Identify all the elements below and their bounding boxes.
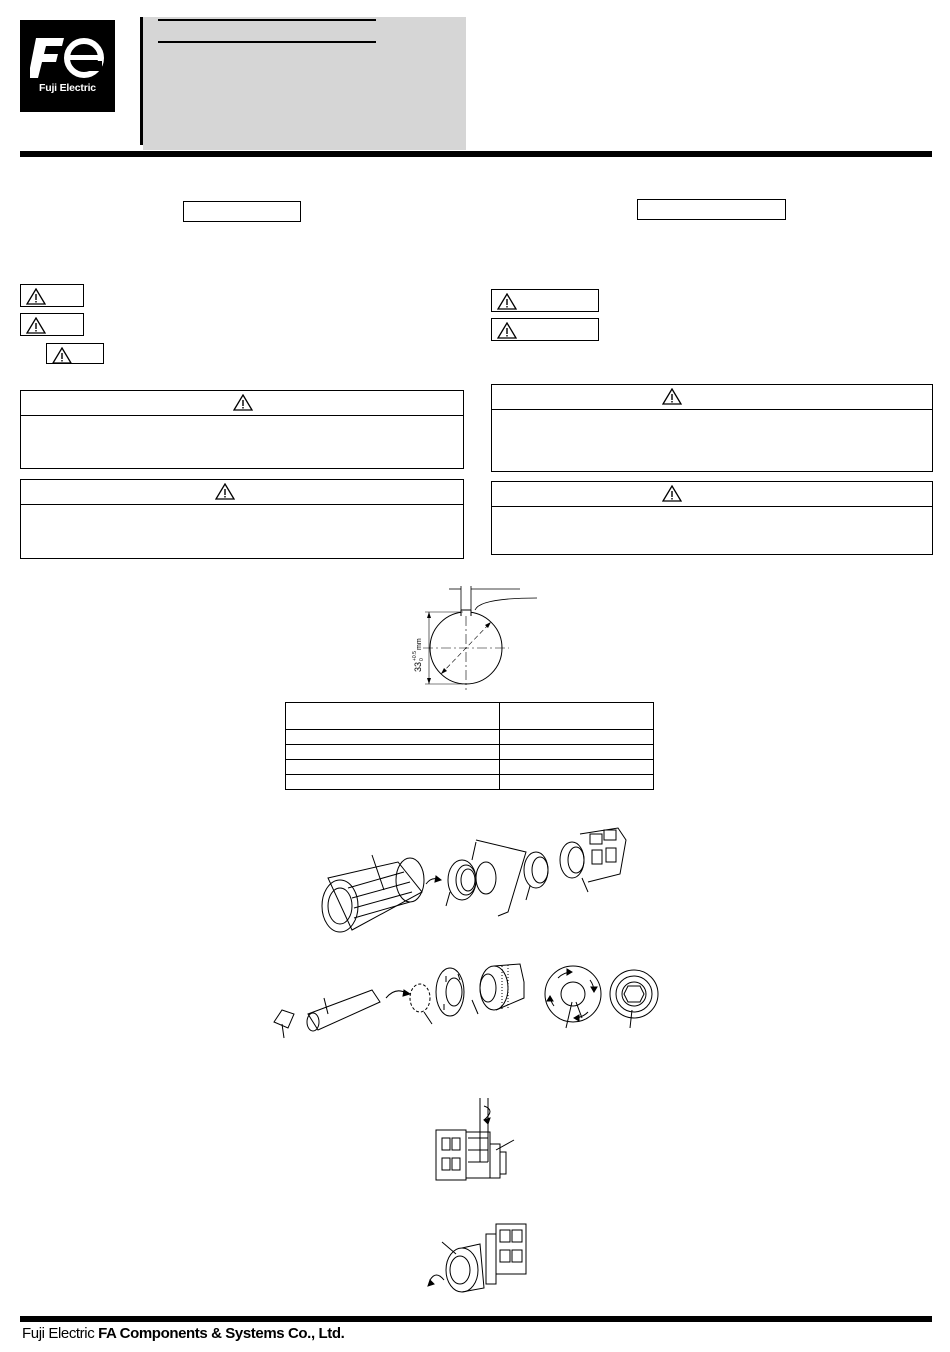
header-rule-top	[158, 19, 376, 21]
switch-side-view	[436, 1130, 506, 1180]
cutout-dimension-unit: mm	[416, 638, 423, 650]
left-caution-box-header	[21, 480, 463, 505]
warning-triangle-icon	[26, 317, 46, 334]
warning-triangle-icon	[662, 388, 682, 405]
right-danger-box	[491, 384, 933, 472]
left-danger-box	[20, 390, 464, 469]
left-danger-box-header	[21, 391, 463, 416]
cutout-dimension-value: 33	[413, 661, 423, 672]
table-cell	[286, 745, 500, 760]
fe-logo-icon	[30, 28, 105, 86]
button-assembly-illustration	[268, 958, 668, 1048]
logo-text: Fuji Electric	[39, 82, 96, 94]
mushroom-head-part	[446, 1244, 484, 1292]
left-danger-tag	[20, 284, 84, 307]
table-cell	[500, 760, 654, 775]
table-header-row	[286, 703, 654, 730]
right-danger-box-header	[492, 385, 932, 410]
indexing-ring-front-view	[545, 966, 601, 1028]
nameplate-part	[274, 1010, 294, 1028]
warning-triangle-icon	[497, 322, 517, 339]
left-caution-tag	[20, 313, 84, 336]
switch-body-part	[560, 828, 626, 892]
warning-triangle-icon	[52, 347, 72, 364]
warning-triangle-icon	[497, 293, 517, 310]
footer-brand: Fuji Electric	[22, 1325, 95, 1342]
cutout-dimension-tolerance-upper: +0.5	[412, 651, 418, 661]
header-rule-bottom	[158, 41, 376, 43]
switch-body-part	[486, 1224, 526, 1284]
table-cell	[500, 703, 654, 730]
header-bar	[20, 151, 932, 157]
mushroom-button-illustration	[426, 1214, 536, 1304]
table-cell	[286, 775, 500, 790]
right-danger-tag	[491, 289, 599, 312]
header-title-panel	[143, 17, 466, 150]
operating-rod-part	[307, 990, 380, 1031]
footer-company-name: FA Components & Systems Co., Ltd.	[98, 1325, 345, 1342]
footer-bar	[20, 1316, 932, 1322]
table-cell	[500, 730, 654, 745]
table-cell	[500, 775, 654, 790]
panel-plate-part	[476, 840, 526, 916]
panel-cutout-diagram	[405, 580, 545, 692]
assembly-exploded-illustration	[300, 820, 640, 940]
spring-part	[410, 984, 432, 1024]
fuji-electric-logo	[20, 20, 115, 112]
terminal-screw-illustration	[424, 1092, 534, 1196]
guard-tube-part	[322, 855, 424, 932]
lock-ring-part	[446, 860, 476, 906]
table-row	[286, 730, 654, 745]
left-section-title-box	[183, 201, 301, 222]
right-caution-box-header	[492, 482, 932, 507]
switch-rear-view	[610, 970, 658, 1028]
table-cell	[500, 745, 654, 760]
right-section-title-box	[637, 199, 786, 220]
warning-triangle-icon	[662, 485, 682, 502]
warning-triangle-icon	[26, 288, 46, 305]
left-notice-tag	[46, 343, 104, 364]
table-row	[286, 775, 654, 790]
table-cell	[286, 703, 500, 730]
table-row	[286, 745, 654, 760]
flange-part	[436, 968, 478, 1016]
right-caution-tag	[491, 318, 599, 341]
cutout-dimension-tolerance-lower: 0	[419, 658, 425, 661]
washer-part	[476, 862, 496, 894]
spec-table	[285, 702, 654, 790]
footer-company	[22, 1325, 344, 1342]
warning-triangle-icon	[215, 483, 235, 500]
switch-head-part	[480, 964, 524, 1010]
table-row	[286, 760, 654, 775]
left-caution-box	[20, 479, 464, 559]
warning-triangle-icon	[233, 394, 253, 411]
ring-nut-part	[524, 852, 548, 900]
table-cell	[286, 730, 500, 745]
table-cell	[286, 760, 500, 775]
right-caution-box	[491, 481, 933, 555]
